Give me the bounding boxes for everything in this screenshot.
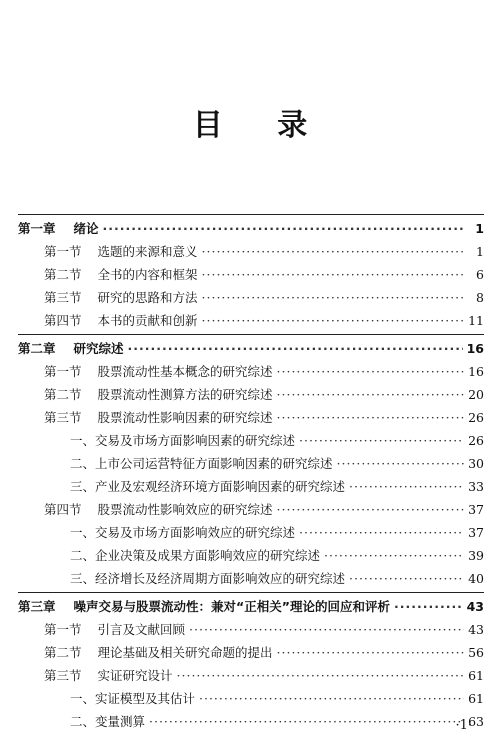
toc-entry-page: 37: [468, 502, 484, 517]
toc-entry-section[interactable]: [18, 641, 484, 664]
dot-leader: [202, 286, 466, 309]
dot-leader: [277, 383, 465, 406]
toc-entry-title: 二、上市公司运营特征方面影响因素的研究综述: [70, 456, 333, 471]
toc-entry-number: 第三章: [18, 599, 56, 614]
dot-leader: [202, 240, 466, 263]
toc-entry-section[interactable]: [18, 240, 484, 263]
toc-entry-page: 26: [468, 433, 484, 448]
dot-leader: [149, 710, 464, 733]
dot-leader: [324, 544, 464, 567]
toc-entry-number: 第二章: [18, 341, 56, 356]
dot-leader: [277, 498, 465, 521]
toc-entry-number: 第一章: [18, 221, 56, 236]
toc-entry-number: 第一节: [44, 364, 82, 379]
dot-leader: [202, 309, 465, 332]
toc-entry-subsection[interactable]: [18, 521, 484, 544]
toc-entry-subsection[interactable]: [18, 687, 484, 710]
dot-leader: [177, 664, 465, 687]
toc-entry-number: 第二节: [44, 645, 82, 660]
divider: [18, 592, 484, 593]
toc-entry-section[interactable]: [18, 309, 484, 332]
toc-entry-subsection[interactable]: [18, 544, 484, 567]
toc-entry-number: 第三节: [44, 668, 82, 683]
toc-entry-number: 第二节: [44, 267, 82, 282]
toc-entry-title: 研究综述: [73, 341, 124, 356]
toc-entry-page: 1: [475, 221, 484, 236]
dot-leader: [189, 618, 464, 641]
toc-entry-title: 实证研究设计: [97, 668, 173, 683]
dot-leader: [337, 452, 465, 475]
toc-entry-page: 26: [468, 410, 484, 425]
toc-entry-page: 37: [468, 525, 484, 540]
dot-leader: [103, 217, 466, 240]
dot-leader: [299, 521, 464, 544]
toc-entry-page: 61: [468, 691, 484, 706]
toc-entry-title: 股票流动性影响因素的研究综述: [97, 410, 273, 425]
toc-entry-section[interactable]: [18, 498, 484, 521]
dot-leader: [299, 429, 464, 452]
toc-entry-title: 研究的思路和方法: [97, 290, 198, 305]
toc-entry-number: 第一节: [44, 244, 82, 259]
toc-entry-section[interactable]: [18, 263, 484, 286]
toc-entry-subsection[interactable]: [18, 452, 484, 475]
toc-entry-chapter-3[interactable]: [18, 595, 484, 618]
toc-entry-title: 绪论: [73, 221, 99, 236]
toc-entry-subsection[interactable]: [18, 429, 484, 452]
toc-entry-subsection[interactable]: [18, 567, 484, 590]
toc-entry-page: 11: [468, 313, 484, 328]
toc-entry-chapter-1[interactable]: [18, 217, 484, 240]
toc-entry-subsection[interactable]: [18, 475, 484, 498]
toc-entry-number: 第一节: [44, 622, 82, 637]
toc-entry-title: 理论基础及相关研究命题的提出: [97, 645, 273, 660]
toc-entry-number: 第四节: [44, 502, 82, 517]
toc-entry-page: 43: [466, 599, 484, 614]
dot-leader: [202, 263, 466, 286]
dot-leader: [277, 360, 465, 383]
toc-entry-title: 股票流动性测算方法的研究综述: [97, 387, 273, 402]
page-number: ·1·: [455, 718, 472, 733]
toc-entry-title: 引言及文献回顾: [97, 622, 186, 637]
toc-entry-title: 二、企业决策及成果方面影响效应的研究综述: [70, 548, 321, 563]
toc-entry-title: 股票流动性基本概念的研究综述: [97, 364, 273, 379]
toc-entry-page: 8: [476, 290, 484, 305]
toc-entry-page: 20: [468, 387, 484, 402]
divider: [18, 214, 484, 215]
dot-leader: [277, 406, 465, 429]
toc-entry-page: 33: [468, 479, 484, 494]
toc-entry-number: 第四节: [44, 313, 82, 328]
toc-entry-title: 一、交易及市场方面影响效应的研究综述: [70, 525, 296, 540]
toc-entry-page: 1: [476, 244, 484, 259]
toc-entry-title: 三、经济增长及经济周期方面影响效应的研究综述: [70, 571, 346, 586]
toc-entry-page: 6: [476, 267, 484, 282]
toc-entry-section[interactable]: [18, 618, 484, 641]
toc-entry-number: 第三节: [44, 410, 82, 425]
toc-entry-page: 61: [468, 668, 484, 683]
toc-entry-page: 16: [466, 341, 484, 356]
toc-entry-page: 39: [468, 548, 484, 563]
toc-entry-chapter-2[interactable]: [18, 337, 484, 360]
toc-entry-section[interactable]: [18, 383, 484, 406]
page-title: 目 录: [192, 108, 330, 143]
dot-leader: [277, 641, 465, 664]
toc-entry-subsection[interactable]: [18, 710, 484, 733]
dot-leader: [349, 567, 464, 590]
toc-entry-number: 第三节: [44, 290, 82, 305]
toc-entry-page: 16: [468, 364, 484, 379]
toc-entry-section[interactable]: [18, 286, 484, 309]
toc-entry-number: 第二节: [44, 387, 82, 402]
toc-entry-title: 一、实证模型及其估计: [70, 691, 196, 706]
dot-leader: [394, 595, 463, 618]
dot-leader: [128, 337, 463, 360]
toc-entry-page: 56: [468, 645, 484, 660]
toc-entry-title: 噪声交易与股票流动性：兼对“正相关”理论的回应和评析: [73, 599, 390, 614]
toc-entry-title: 股票流动性影响效应的研究综述: [97, 502, 273, 517]
toc-entry-section[interactable]: [18, 360, 484, 383]
toc-entry-title: 全书的内容和框架: [97, 267, 198, 282]
toc-entry-section[interactable]: [18, 406, 484, 429]
dot-leader: [199, 687, 464, 710]
divider: [18, 334, 484, 335]
dot-leader: [349, 475, 464, 498]
toc-entry-title: 二、变量测算: [70, 714, 146, 729]
toc-entry-section[interactable]: [18, 664, 484, 687]
toc-entry-title: 三、产业及宏观经济环境方面影响因素的研究综述: [70, 479, 346, 494]
toc-entry-page: 63: [468, 714, 484, 729]
toc-entry-page: 40: [468, 571, 484, 586]
toc-entry-page: 30: [468, 456, 484, 471]
toc-entry-title: 选题的来源和意义: [97, 244, 198, 259]
toc-entry-title: 一、交易及市场方面影响因素的研究综述: [70, 433, 296, 448]
table-of-contents: [18, 212, 484, 733]
toc-entry-title: 本书的贡献和创新: [97, 313, 198, 328]
toc-entry-page: 43: [468, 622, 484, 637]
